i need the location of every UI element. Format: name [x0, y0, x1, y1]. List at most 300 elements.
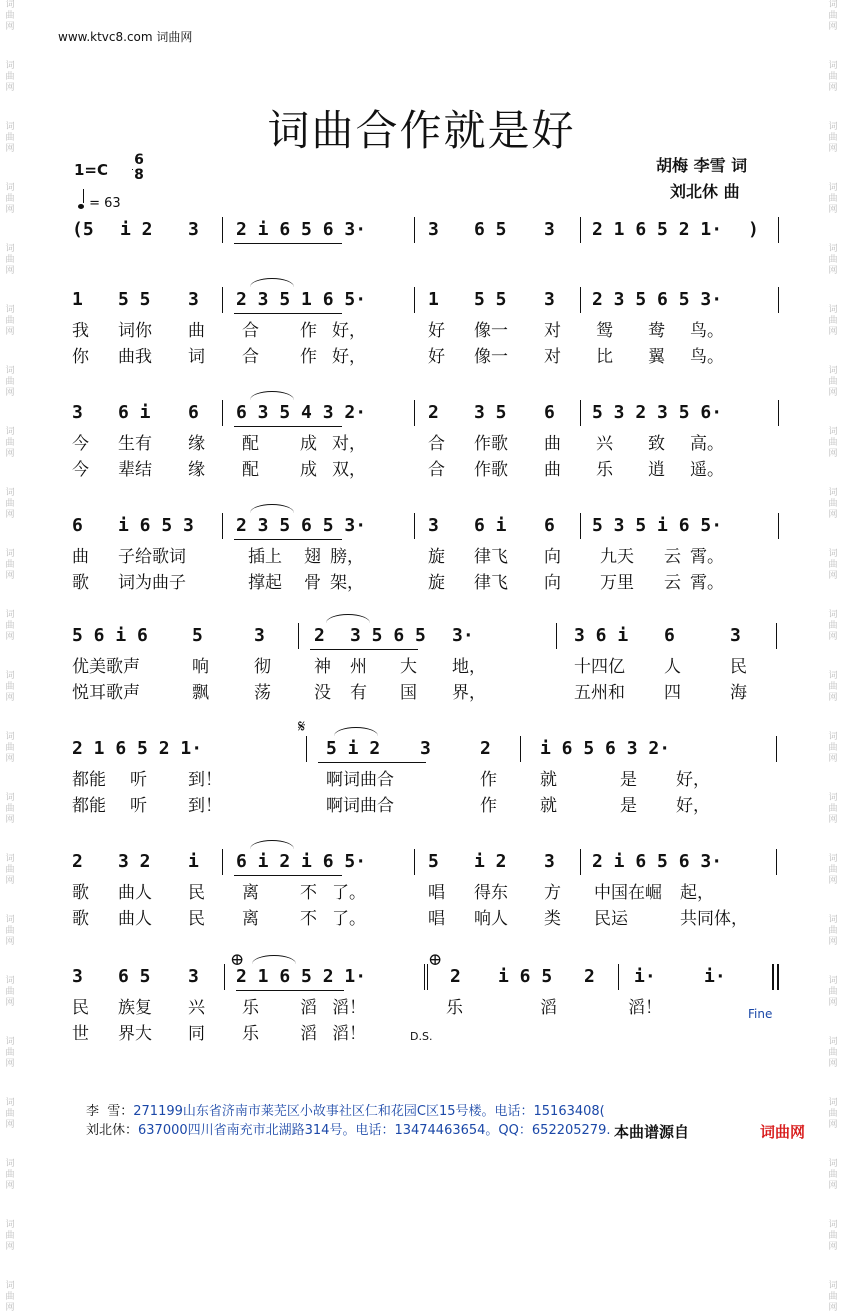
lyric-word: 曲: [544, 434, 561, 454]
watermark-text: 词曲网: [5, 1220, 15, 1252]
barline: [414, 849, 415, 875]
lyric-word: 兴: [596, 434, 613, 454]
note-group: i 6 5 6 3 2·: [540, 738, 671, 759]
lyric-word: 响人: [474, 909, 508, 929]
lyric-word: 民运: [594, 909, 628, 929]
note-group: 5 3 5 i 6 5·: [592, 515, 723, 536]
lyric-word: 词你: [118, 321, 152, 341]
lyric-word: 霄。: [690, 573, 724, 593]
slur-arc: [250, 840, 294, 849]
watermark-text: 词曲网: [5, 1037, 15, 1069]
time-top: 6: [134, 152, 144, 168]
footer-name-2: 刘北休：: [86, 1123, 139, 1138]
watermark-text: 词曲网: [828, 549, 838, 581]
lyric-word: 作歌: [474, 460, 508, 480]
lyric-word: 啊词曲合: [326, 796, 394, 816]
lyric-word: 乐: [242, 998, 259, 1018]
lyric-word: 作: [300, 347, 317, 367]
barline: [222, 400, 223, 426]
note-group: 2: [450, 966, 461, 987]
note-group: 1: [72, 289, 83, 310]
lyric-word: 向: [544, 547, 561, 567]
watermark-text: 词曲网: [828, 61, 838, 93]
lyric-word: 得东: [474, 883, 508, 903]
note-group: 3: [544, 851, 555, 872]
barline: [298, 623, 299, 649]
lyric-word: 作: [480, 770, 497, 790]
note-group: 3 2: [118, 851, 151, 872]
note-group: 5 6 i 6: [72, 625, 148, 646]
watermark-text: 词曲网: [5, 366, 15, 398]
watermark-text: 词曲网: [5, 793, 15, 825]
lyric-word: 离: [242, 909, 259, 929]
lyric-word: 翼: [648, 347, 665, 367]
lyric-word: 荡: [254, 683, 271, 703]
note-group: 3: [428, 515, 439, 536]
measure-row: [0, 850, 843, 874]
lyric-word: 民: [188, 909, 205, 929]
coda-icon-2: ⊕: [428, 950, 443, 970]
barline: [778, 400, 779, 426]
lyric-word: 国: [400, 683, 417, 703]
note-group: i: [188, 851, 199, 872]
lyric-word: 兴: [188, 998, 205, 1018]
lyric-word: 高。: [690, 434, 724, 454]
note-group: 2: [72, 851, 83, 872]
lyric-word: 旋: [428, 573, 445, 593]
note-group: i 6 5 3: [118, 515, 194, 536]
note-group: ): [748, 219, 759, 240]
barline: [580, 849, 581, 875]
note-group: 3: [188, 289, 199, 310]
note-group: i 2: [120, 219, 153, 240]
watermark-text: 词曲网: [828, 488, 838, 520]
note-group: 6 5: [118, 966, 151, 987]
slur-arc: [334, 727, 378, 736]
lyric-word: 词为曲子: [118, 573, 186, 593]
slur-arc: [252, 955, 296, 964]
note-group: 6: [72, 515, 83, 536]
lyric-word: 合: [428, 434, 445, 454]
watermark-text: 词曲网: [828, 976, 838, 1008]
watermark-text: 词曲网: [5, 549, 15, 581]
coda-icon-1: ⊕: [230, 950, 245, 970]
note-group: 3: [420, 738, 431, 759]
lyric-word: 成: [300, 460, 317, 480]
lyric-word: 歌: [72, 909, 89, 929]
lyric-word: 配: [242, 460, 259, 480]
lyric-word: 不: [300, 909, 317, 929]
lyric-word: 曲人: [118, 909, 152, 929]
barline: [772, 964, 774, 990]
lyric-word: 滔！: [332, 998, 366, 1018]
note-group: 5: [192, 625, 203, 646]
barline: [414, 513, 415, 539]
watermark-text: 词曲网: [828, 1281, 838, 1313]
lyric-word: 都能: [72, 770, 106, 790]
lyric-word: 我: [72, 321, 89, 341]
barline: [580, 513, 581, 539]
lyric-word: 好，: [676, 796, 710, 816]
barline: [778, 513, 779, 539]
lyric-word: 词: [188, 347, 205, 367]
watermark-text: 词曲网: [5, 488, 15, 520]
lyric-word: 律飞: [474, 547, 508, 567]
slur-arc: [250, 278, 294, 287]
lyric-word: 滔: [300, 1024, 317, 1044]
lyric-word: 子给歌词: [118, 547, 186, 567]
note-group: 6 i: [118, 402, 151, 423]
note-group: 6 5: [474, 219, 507, 240]
watermark-text: 词曲网: [828, 305, 838, 337]
note-group: 3: [254, 625, 265, 646]
ds-label: D.S.: [410, 1030, 433, 1043]
watermark-text: 词曲网: [828, 671, 838, 703]
lyric-word: 没: [314, 683, 331, 703]
lyric-word: 民: [72, 998, 89, 1018]
barline: [778, 217, 779, 243]
lyric-word: 都能: [72, 796, 106, 816]
beam-line: [318, 762, 426, 763]
lyric-word: 是: [620, 796, 637, 816]
lyric-word: 好: [428, 321, 445, 341]
note-group: 2 3 5 6 5 3·: [592, 289, 723, 310]
lyric-word: 成: [300, 434, 317, 454]
lyric-word: 到！: [188, 770, 222, 790]
note-group: 5 3 2 3 5 6·: [592, 402, 723, 423]
barline: [618, 964, 619, 990]
footer-contacts: [86, 1102, 610, 1140]
note-group: 6: [544, 402, 555, 423]
barline: [222, 513, 223, 539]
watermark-text: 词曲网: [828, 915, 838, 947]
lyric-word: 缘: [188, 460, 205, 480]
source-label: 本曲谱源自: [614, 1123, 690, 1141]
lyric-word: 曲: [188, 321, 205, 341]
watermark-text: 词曲网: [828, 854, 838, 886]
slur-arc: [326, 614, 370, 623]
lyric-word: 中国在崛: [594, 883, 662, 903]
lyric-word: 律飞: [474, 573, 508, 593]
lyric-word: 合: [428, 460, 445, 480]
lyric-word: 架，: [330, 573, 364, 593]
lyric-word: 滔: [540, 998, 557, 1018]
barline: [414, 400, 415, 426]
lyric-word: 对: [544, 321, 561, 341]
watermark-text: 词曲网: [5, 1098, 15, 1130]
note-group: 5 5: [118, 289, 151, 310]
slur-arc: [250, 504, 294, 513]
lyric-word: 乐: [596, 460, 613, 480]
barline: [222, 287, 223, 313]
watermark-text: 词曲网: [5, 610, 15, 642]
lyric-word: 辈结: [118, 460, 152, 480]
watermark-text: 词曲网: [5, 976, 15, 1008]
footer-name-1: 李 雪：: [86, 1104, 134, 1119]
note-group: 2 1 6 5 2 1·: [72, 738, 203, 759]
lyric-word: 是: [620, 770, 637, 790]
watermark-text: 词曲网: [828, 244, 838, 276]
brand-link[interactable]: 词曲网: [760, 1123, 806, 1141]
watermark-text: 词曲网: [5, 854, 15, 886]
lyric-word: 神: [314, 657, 331, 677]
measure-row: [0, 288, 843, 312]
note-group: 2: [584, 966, 595, 987]
lyric-word: 歌: [72, 573, 89, 593]
watermark-text: 词曲网: [5, 122, 15, 154]
watermark-text: 词曲网: [5, 0, 15, 32]
note-group: 6: [544, 515, 555, 536]
slur-arc: [250, 391, 294, 400]
watermark-text: 词曲网: [5, 427, 15, 459]
beam-line: [234, 539, 342, 540]
lyric-word: 民: [188, 883, 205, 903]
note-group: 2 1 6 5 2 1·: [592, 219, 723, 240]
lyric-word: 世: [72, 1024, 89, 1044]
beam-line: [236, 990, 344, 991]
watermark-text: 词曲网: [828, 610, 838, 642]
lyric-word: 有: [350, 683, 367, 703]
lyric-word: 界，: [452, 683, 486, 703]
note-group: 3: [544, 219, 555, 240]
barline: [580, 287, 581, 313]
lyric-word: 滔！: [628, 998, 662, 1018]
lyric-word: 滔！: [332, 1024, 366, 1044]
lyric-word: 四: [664, 683, 681, 703]
barline: [580, 400, 581, 426]
barline: [414, 217, 415, 243]
site-header[interactable]: www.ktvc8.com 词曲网: [58, 30, 193, 44]
beam-line: [234, 313, 342, 314]
time-bottom: 8: [134, 167, 144, 183]
note-group: 5: [428, 851, 439, 872]
lyric-word: 人: [664, 657, 681, 677]
measure-row: [0, 737, 843, 761]
lyric-word: 曲人: [118, 883, 152, 903]
note-group: i 6 5: [498, 966, 553, 987]
lyric-word: 膀，: [330, 547, 364, 567]
watermark-text: 词曲网: [828, 183, 838, 215]
composer: 刘北休 曲: [670, 182, 740, 201]
measure-row: [0, 965, 843, 989]
note-group: 6: [188, 402, 199, 423]
lyric-word: 像一: [474, 347, 508, 367]
watermark-text: 词曲网: [828, 366, 838, 398]
beam-line: [234, 243, 342, 244]
lyric-word: 了。: [332, 883, 366, 903]
lyric-word: 海: [730, 683, 747, 703]
lyric-word: 歌: [72, 883, 89, 903]
watermark-text: 词曲网: [828, 793, 838, 825]
note-group: 6 i 2 i 6 5·: [236, 851, 367, 872]
song-title: 词曲合作就是好: [267, 106, 576, 155]
lyric-word: 今: [72, 434, 89, 454]
lyric-word: 插上: [248, 547, 282, 567]
note-group: 2 3 5 6 5 3·: [236, 515, 367, 536]
note-group: 3: [188, 966, 199, 987]
lyric-word: 不: [300, 883, 317, 903]
lyric-word: 曲我: [118, 347, 152, 367]
lyric-word: 鸳: [596, 321, 613, 341]
watermark-text: 词曲网: [5, 732, 15, 764]
lyric-word: 好，: [332, 347, 366, 367]
lyric-word: 了。: [332, 909, 366, 929]
note-group: 3: [428, 219, 439, 240]
note-group: 5 i 2: [326, 738, 381, 759]
lyric-word: 离: [242, 883, 259, 903]
note-group: 6 3 5 4 3 2·: [236, 402, 367, 423]
lyric-word: 方: [544, 883, 561, 903]
lyric-word: 今: [72, 460, 89, 480]
lyric-word: 悦耳歌声: [72, 683, 140, 703]
watermark-text: 词曲网: [828, 1098, 838, 1130]
watermark-text: 词曲网: [828, 427, 838, 459]
note-group: i·: [704, 966, 726, 987]
note-group: 3: [730, 625, 741, 646]
lyric-word: 好，: [332, 321, 366, 341]
lyric-word: 到！: [188, 796, 222, 816]
note-group: 3 5: [474, 402, 507, 423]
lyric-word: 比: [596, 347, 613, 367]
lyric-word: 族复: [118, 998, 152, 1018]
lyric-word: 双，: [332, 460, 366, 480]
watermark-text: 词曲网: [828, 1037, 838, 1069]
lyric-word: 听: [130, 796, 147, 816]
lyric-word: 致: [648, 434, 665, 454]
note-group: 2 3 5 1 6 5·: [236, 289, 367, 310]
lyric-word: 州: [350, 657, 367, 677]
note-group: 2: [314, 625, 325, 646]
barline: [224, 964, 225, 990]
lyric-word: 地，: [452, 657, 486, 677]
lyric-word: 就: [540, 796, 557, 816]
lyric-word: 撑起: [248, 573, 282, 593]
lyric-word: 万里: [600, 573, 634, 593]
lyric-word: 彻: [254, 657, 271, 677]
note-group: 3 5 6 5: [350, 625, 426, 646]
lyric-word: 类: [544, 909, 561, 929]
watermark-text: 词曲网: [828, 0, 838, 32]
note-group: 2 i 6 5 6 3·: [592, 851, 723, 872]
lyric-word: 乐: [242, 1024, 259, 1044]
measure-row: [0, 514, 843, 538]
lyric-word: 民: [730, 657, 747, 677]
measure-row: [0, 401, 843, 425]
lyric-word: 缘: [188, 434, 205, 454]
lyric-word: 曲: [544, 460, 561, 480]
measure-row: [0, 218, 843, 242]
note-group: 3: [544, 289, 555, 310]
lyric-word: 同: [188, 1024, 205, 1044]
lyric-word: 向: [544, 573, 561, 593]
lyricist: 胡梅 李雪 词: [656, 156, 748, 175]
lyric-word: 起，: [680, 883, 714, 903]
note-group: 3: [188, 219, 199, 240]
key-signature: 1=C: [74, 161, 109, 179]
lyric-word: 你: [72, 347, 89, 367]
lyric-word: 作: [480, 796, 497, 816]
lyric-word: 配: [242, 434, 259, 454]
barline: [776, 849, 777, 875]
barline: [580, 217, 581, 243]
watermark-text: 词曲网: [5, 915, 15, 947]
barline: [414, 287, 415, 313]
watermark-text: 词曲网: [828, 1159, 838, 1191]
lyric-word: 十四亿: [574, 657, 625, 677]
note-group: (5: [72, 219, 94, 240]
lyric-word: 逍: [648, 460, 665, 480]
lyric-word: 优美歌声: [72, 657, 140, 677]
lyric-word: 飘: [192, 683, 209, 703]
note-group: i·: [634, 966, 656, 987]
lyric-word: 啊词曲合: [326, 770, 394, 790]
lyric-word: 界大: [118, 1024, 152, 1044]
footer-text-1: 271199山东省济南市莱芜区小故事社区仁和花园C区15号楼。电话：15163408(: [133, 1104, 605, 1119]
segno-icon: 𝄋: [298, 717, 306, 737]
watermark-text: 词曲网: [5, 183, 15, 215]
lyric-word: 生有: [118, 434, 152, 454]
lyric-word: 骨: [304, 573, 321, 593]
barline: [222, 849, 223, 875]
barline: [306, 736, 307, 762]
watermark-text: 词曲网: [828, 122, 838, 154]
barline: [222, 217, 223, 243]
lyric-word: 对，: [332, 434, 366, 454]
note-group: 3: [72, 402, 83, 423]
lyric-word: 就: [540, 770, 557, 790]
lyric-word: 鸯: [648, 321, 665, 341]
measure-row: [0, 624, 843, 648]
watermark-text: 词曲网: [5, 1159, 15, 1191]
lyric-word: 旋: [428, 547, 445, 567]
watermark-text: 词曲网: [828, 1220, 838, 1252]
watermark-text: 词曲网: [828, 732, 838, 764]
lyric-word: 好，: [676, 770, 710, 790]
tempo-value: = 63: [89, 196, 121, 211]
note-group: 3 6 i: [574, 625, 629, 646]
barline: [424, 964, 425, 990]
barline: [556, 623, 557, 649]
lyric-word: 鸟。: [690, 321, 724, 341]
lyric-word: 九天: [600, 547, 634, 567]
watermark-text: 词曲网: [5, 1281, 15, 1313]
lyric-word: 合: [242, 321, 259, 341]
lyric-word: 乐: [446, 998, 463, 1018]
lyric-word: 大: [400, 657, 417, 677]
lyric-word: 曲: [72, 547, 89, 567]
lyric-word: 霄。: [690, 547, 724, 567]
watermark-text: 词曲网: [5, 61, 15, 93]
note-group: 2: [480, 738, 491, 759]
note-group: i 2: [474, 851, 507, 872]
lyric-word: 遥。: [690, 460, 724, 480]
lyric-word: 唱: [428, 909, 445, 929]
lyric-word: 像一: [474, 321, 508, 341]
barline: [776, 736, 777, 762]
lyric-word: 共同体，: [680, 909, 748, 929]
barline: [776, 623, 777, 649]
note-group: 2 1 6 5 2 1·: [236, 966, 367, 987]
watermark-text: 词曲网: [5, 305, 15, 337]
beam-line: [234, 426, 342, 427]
beam-line: [310, 649, 418, 650]
lyric-word: 五州和: [574, 683, 625, 703]
note-group: 3·: [452, 625, 474, 646]
watermark-text: 词曲网: [5, 244, 15, 276]
lyric-word: 作: [300, 321, 317, 341]
lyric-word: 作歌: [474, 434, 508, 454]
note-group: 6: [664, 625, 675, 646]
